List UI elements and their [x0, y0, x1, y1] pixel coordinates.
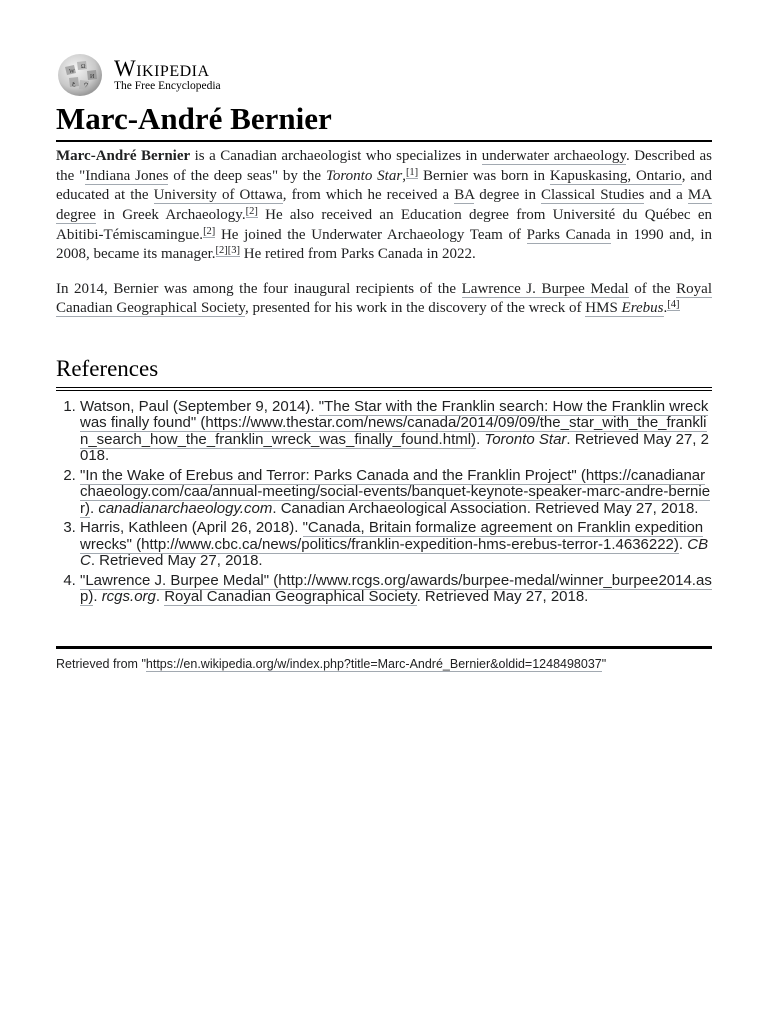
citation-2b[interactable]: [2]: [203, 225, 216, 237]
text: ,: [402, 167, 406, 184]
text: .: [155, 588, 165, 606]
link-ma-degree[interactable]: MA degree: [56, 187, 712, 223]
publication-toronto-star: Toronto Star: [325, 167, 403, 184]
svg-text:И: И: [90, 74, 95, 80]
link-indiana-jones[interactable]: Indiana Jones: [85, 167, 169, 184]
link-rcgs[interactable]: Royal Canadian Geographical Society: [56, 280, 712, 317]
citation-1[interactable]: [1]: [405, 166, 419, 178]
ref-link[interactable]: "Lawrence J. Burpee Medal" (http://www.rcgs.org/awards/burpee-medal/winner_burpee2014.asp): [80, 571, 712, 606]
svg-text:Ω: Ω: [81, 64, 86, 70]
citation-2[interactable]: [2]: [245, 205, 258, 217]
text: .: [663, 300, 668, 317]
lead-name: Marc-André Bernier: [56, 148, 191, 165]
link-parks-canada[interactable]: Parks Canada: [526, 226, 611, 243]
ref-publisher-link[interactable]: Royal Canadian Geographical Society: [164, 588, 417, 606]
citation-4[interactable]: [4]: [667, 299, 680, 311]
reference-item-3: [80, 520, 712, 570]
ref-retrieved: . Retrieved May 27, 2018.: [416, 588, 589, 606]
text: of the: [628, 280, 677, 297]
ref-link[interactable]: "Canada, Britain formalize agreement on Franklin expedition wrecks" (http://www.cbc.ca/news/politics/franklin-expedition-hms-erebus-terror-1.4636222): [80, 519, 704, 553]
text: .: [93, 588, 102, 606]
text: He retired from Parks Canada in 2022.: [240, 246, 476, 263]
text: in 1990 and, in 2008, became its manager.: [56, 226, 712, 263]
retrieved-from: [56, 657, 712, 671]
ref-link[interactable]: "In the Wake of Erebus and Terror: Parks Canada and the Franklin Project" (https://canadianarchaeology.com/caa/annual-meeting/social-events/banquet-keynote-speaker-marc-andre-bernier): [80, 466, 711, 517]
text: degree in: [474, 187, 541, 204]
text: , from which he received a: [282, 187, 455, 204]
ref-work: canadianarchaeology.com: [98, 499, 273, 517]
references-list: [56, 399, 712, 606]
svg-text:ع: ع: [72, 81, 76, 87]
text: .: [476, 430, 485, 448]
paragraph-1: [56, 147, 712, 265]
page-title: Marc-André Bernier: [56, 100, 712, 142]
citation-3[interactable]: [3]: [227, 245, 241, 257]
link-hms-erebus[interactable]: [585, 300, 663, 317]
text: In 2014, Bernier was among the four inaugural recipients of the: [56, 280, 462, 297]
svg-text:ウ: ウ: [83, 83, 90, 89]
link-underwater-archaeology[interactable]: underwater archaeology: [481, 148, 626, 165]
ref-link[interactable]: "The Star with the Franklin search: How the Franklin wreck was finally found" (https://www.thestar.com/news/canada/2014/09/09/the_star_with_the_franklin_search_how_the_franklin_wreck_was_finally_found.html): [80, 397, 709, 448]
reference-item-2: [80, 468, 712, 518]
text: of the deep seas" by the: [168, 167, 326, 184]
ship-prefix: HMS: [585, 300, 622, 317]
link-burpee-medal[interactable]: Lawrence J. Burpee Medal: [461, 280, 629, 297]
ref-work: CBC: [80, 535, 709, 570]
ref-retrieved: . Retrieved May 27, 2018.: [80, 430, 709, 465]
text: He joined the Underwater Archaeology Team of: [215, 226, 527, 243]
wikipedia-logo[interactable]: [56, 52, 712, 98]
text: . Described as the ": [56, 148, 712, 184]
ship-name: Erebus: [621, 300, 664, 317]
article-body: [56, 147, 712, 319]
svg-text:W: W: [69, 69, 75, 75]
citation-2c[interactable]: [2]: [215, 245, 228, 257]
text: is a Canadian archaeologist who specializes in: [190, 148, 482, 165]
text: .: [90, 499, 99, 517]
references-heading: References: [56, 355, 712, 391]
footer-divider: [56, 646, 712, 649]
wordmark-title: Wikipedia: [114, 56, 210, 82]
text: in Greek Archaeology.: [95, 206, 246, 223]
paragraph-2: [56, 280, 712, 319]
text: and a: [644, 187, 688, 204]
ref-author: Watson, Paul (September 9, 2014).: [80, 397, 319, 415]
text: .: [678, 535, 688, 553]
ref-work: rcgs.org: [101, 588, 156, 606]
ref-retrieved: . Retrieved May 27, 2018.: [90, 552, 263, 570]
link-ba[interactable]: BA: [454, 187, 475, 204]
ref-author: Harris, Kathleen (April 26, 2018).: [80, 519, 303, 537]
wikipedia-wordmark: [114, 57, 221, 93]
permalink[interactable]: https://en.wikipedia.org/w/index.php?title=Marc-André_Bernier&oldid=1248498037: [145, 656, 602, 671]
text: He also received an Education degree from Université du Québec en Abitibi-Témiscamingue.: [56, 206, 712, 243]
wikipedia-globe-icon: [56, 53, 104, 97]
text: Bernier was born in: [418, 167, 550, 184]
link-classical-studies[interactable]: Classical Studies: [541, 187, 645, 204]
reference-item-1: [80, 399, 712, 465]
ref-retrieved: . Canadian Archaeological Association. Retrieved May 27, 2018.: [272, 499, 699, 517]
text: ": [601, 656, 607, 671]
link-university-of-ottawa[interactable]: University of Ottawa: [153, 187, 283, 204]
link-kapuskasing[interactable]: Kapuskasing, Ontario: [549, 167, 682, 184]
reference-item-4: [80, 573, 712, 606]
wordmark-tagline: The Free Encyclopedia: [114, 80, 221, 93]
text: , and educated at the: [56, 167, 713, 204]
ref-work: Toronto Star: [484, 430, 567, 448]
article-page: [56, 52, 712, 671]
text: , presented for his work in the discovery of the wreck of: [244, 300, 586, 317]
text: Retrieved from ": [56, 656, 146, 671]
